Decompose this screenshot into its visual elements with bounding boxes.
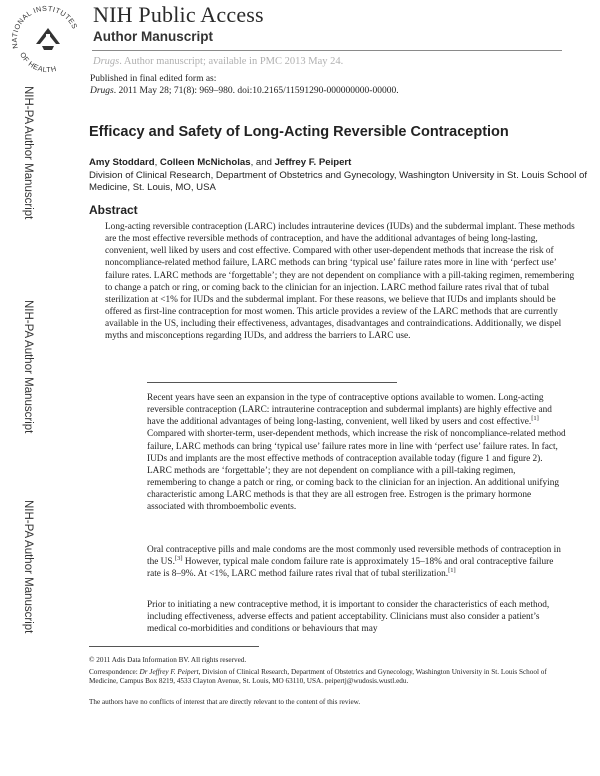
body-paragraph-2 (147, 544, 567, 580)
author-2: Colleen McNicholas (159, 157, 251, 168)
citation-details: . 2011 May 28; 71(8): 969–980. doi:10.2165/11591290-000000000-00000. (113, 86, 399, 96)
reference-link[interactable]: [1] (448, 567, 456, 575)
side-label-middle: NIH-PA Author Manuscript (22, 300, 34, 434)
nih-seal-logo (6, 2, 90, 74)
reference-link[interactable]: [3] (174, 555, 183, 563)
side-label-top: NIH-PA Author Manuscript (22, 86, 34, 220)
paragraph-text: Compared with shorter-term, user-dependent methods, which increase the risk of noncompliance-related method failure, LARC methods can bring ‘typical use’ failure rates more in line with ‘perfect use’ failure rates. In fact, IUDs and implants are the most effective methods of contraception available today (figure 1 and figure 2). LARC methods are ‘forgettable’; they are not dependent on compliance with a pill-taking regimen, remembering to change a patch or ring, or coming back to the clinician for an injection. An additional unifying characteristic among LARC methods is that they are all estrogen free. Estrogen is the primary hormone associated with thromboembolic events. (147, 429, 566, 513)
footnote-divider (89, 646, 259, 647)
affiliation: Division of Clinical Research, Department of Obstetrics and Gynecology, Washington University in St. Louis School of Medicine, St. Louis, MO, USA (89, 170, 588, 193)
copyright-note: © 2011 Adis Data Information BV. All rights reserved. (89, 656, 247, 664)
reference-link[interactable]: [1] (531, 415, 539, 423)
repository-title: NIH Public Access (93, 2, 264, 27)
correspondence-name: Dr Jeffrey F. Peipert (139, 668, 199, 676)
citation-journal: Drugs (90, 86, 114, 96)
abstract-heading: Abstract (89, 203, 138, 217)
correspondence-details: , Division of Clinical Research, Department of Obstetrics and Gynecology, Washington University in St. Louis School of Medicine, Campus Box 8219, 4533 Clayton Avenue, St. Louis, MO 63110, USA. peipertj@wudosis.wustl.edu. (89, 668, 547, 686)
svg-text:OF HEALTH (18, 51, 57, 74)
paragraph-text: However, typical male condom failure rate is approximately 15–18% and oral contraceptive failure rate is 8–9%. At <1%, LARC method failure rates rival that of tubal sterilization. (147, 557, 554, 580)
author-list (89, 157, 351, 168)
logo-text-top: NATIONAL INSTITUTES (9, 3, 80, 50)
citation (90, 86, 399, 96)
conflict-statement: The authors have no conflicts of interest that are directly relevant to the content of this review. (89, 698, 361, 706)
body-paragraph-1 (147, 392, 567, 514)
correspondence-label: Correspondence: (89, 668, 140, 676)
paragraph-text: Recent years have seen an expansion in the type of contraceptive options available to women. Long-acting reversible contraception (LARC: intrauterine contraception and subdermal implants) are highly effective and have the additional advantages of being long-lasting, convenient, well liked by users and cost effective. (147, 393, 552, 428)
article-title: Efficacy and Safety of Long-Acting Reversible Contraception (89, 124, 509, 140)
paragraph-text: Oral contraceptive pills and male condoms are the most commonly used reversible methods of contraception in the US. (147, 545, 561, 568)
correspondence-note (89, 668, 569, 686)
abstract-text: Long-acting reversible contraception (LARC) includes intrauterine devices (IUDs) and the subdermal implant. These methods are the most effective reversible methods of contraception, and have the additional advantages of being long-lasting, convenient, well liked by users and cost effective. Compared with other user-dependent methods that increase the risk of noncompliance-related method failure, LARC methods can bring ‘typical use’ failure rates more in line with ‘perfect use’ failure rates. LARC methods are ‘forgettable’; they are not dependent on compliance with a pill-taking regimen, remembering to change a patch or ring, or coming back to the clinician for an injection. LARC method failure rates rival that of tubal sterilization at <1% for IUDs and the subdermal implant. For these reasons, we believe that IUDs and implants should be offered as first-line contraception for most women. This article provides a review of the LARC methods that are currently available in the US, including their effectiveness, advantages, disadvantages and contraindications. Additionally, we dispel myths and misconceptions regarding IUDs, and address the barriers to LARC use. (105, 222, 575, 342)
author-3: Jeffrey F. Peipert (274, 157, 352, 168)
availability-journal: Drugs (93, 56, 120, 67)
svg-text:NATIONAL INSTITUTES (10, 4, 80, 50)
author-separator: , (154, 157, 160, 168)
published-label: Published in final edited form as: (90, 74, 217, 84)
side-label-bottom: NIH-PA Author Manuscript (22, 500, 34, 634)
availability-note (93, 56, 343, 67)
body-paragraph-3: Prior to initiating a new contraceptive method, it is important to consider the characteristics of each method, including effectiveness, adverse effects and patient acceptability. Clinicians must also consider a patient’s medical co-morbidities and conditions or behaviours that may (147, 600, 550, 635)
eagle-profile-icon (36, 28, 60, 50)
availability-text: . Author manuscript; available in PMC 2013 May 24. (119, 56, 344, 67)
header-divider (92, 50, 562, 51)
manuscript-label: Author Manuscript (93, 29, 213, 44)
author-1: Amy Stoddard (89, 157, 155, 168)
author-separator: , and (250, 157, 275, 168)
section-divider (147, 382, 397, 383)
logo-text-bottom: OF HEALTH (18, 50, 58, 74)
